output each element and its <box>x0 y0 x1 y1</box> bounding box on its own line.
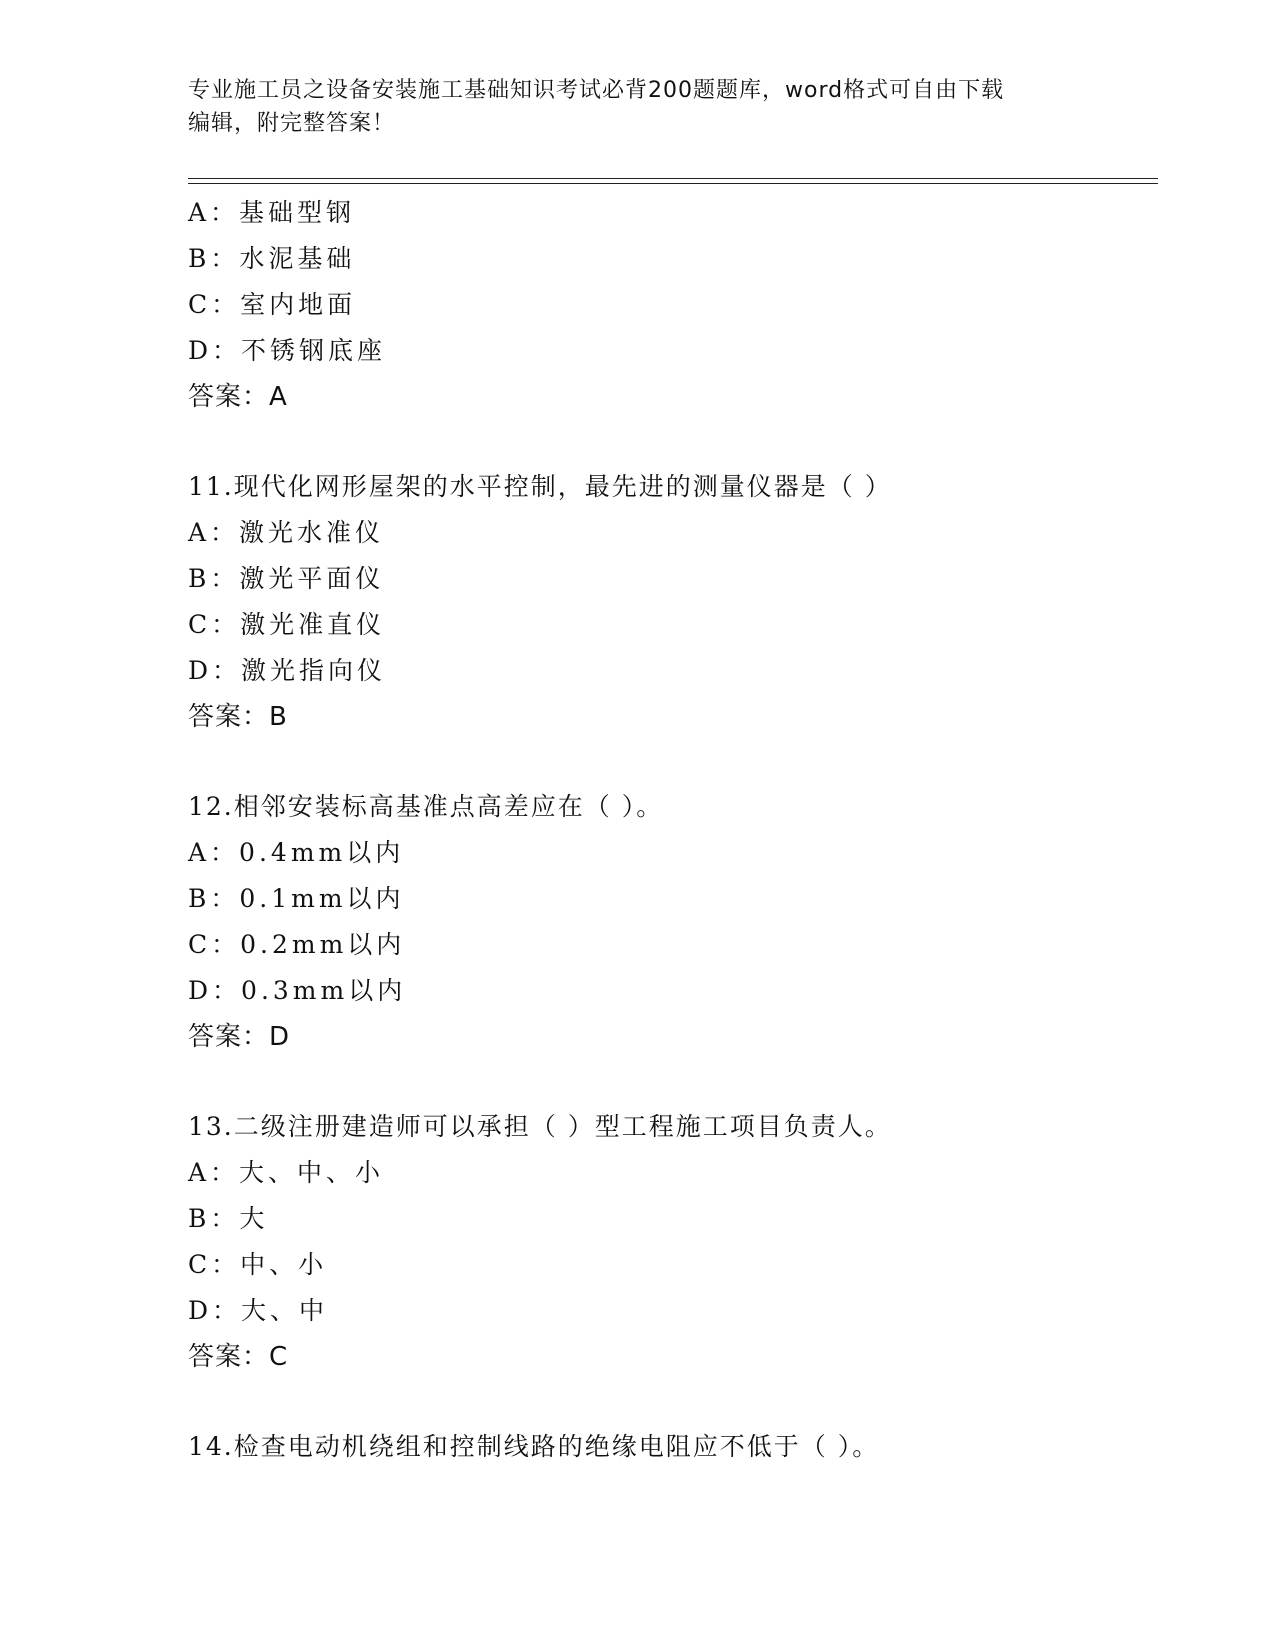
spacer <box>188 420 1158 464</box>
option-a: A：0.4mm以内 <box>188 838 405 867</box>
option-d: D：0.3mm以内 <box>188 976 407 1005</box>
answer-line: 答案：A <box>188 382 288 412</box>
option-a: A：激光水准仪 <box>188 518 385 547</box>
spacer <box>188 1380 1158 1424</box>
option-b: B：0.1mm以内 <box>188 884 405 913</box>
answer-line: 答案：B <box>188 702 288 732</box>
document-header <box>188 74 1088 140</box>
option-b: B：激光平面仪 <box>188 564 385 593</box>
question-list <box>188 190 1158 1470</box>
answer-line: 答案：D <box>188 1022 291 1052</box>
option-c: C：中、小 <box>188 1250 328 1279</box>
question-block-14 <box>188 1424 1158 1470</box>
question-block-13 <box>188 1104 1158 1380</box>
question-text: 13.二级注册建造师可以承担（ ）型工程施工项目负责人。 <box>188 1112 892 1141</box>
question-text: 11.现代化网形屋架的水平控制，最先进的测量仪器是（ ） <box>188 472 892 501</box>
spacer <box>188 740 1158 784</box>
option-a: A：大、中、小 <box>188 1158 385 1187</box>
header-rule-bottom <box>188 183 1158 184</box>
question-text: 14.检查电动机绕组和控制线路的绝缘电阻应不低于（ ）。 <box>188 1432 880 1461</box>
spacer <box>188 1060 1158 1104</box>
question-text: 12.相邻安装标高基准点高差应在（ ）。 <box>188 792 664 821</box>
question-block-11 <box>188 464 1158 740</box>
option-c: C：室内地面 <box>188 290 357 319</box>
header-line-2: 编辑，附完整答案！ <box>188 111 396 136</box>
option-a: A：基础型钢 <box>188 198 356 227</box>
header-line-1: 专业施工员之设备安装施工基础知识考试必背200题题库，word格式可自由下载 <box>188 78 1005 103</box>
option-b: B：水泥基础 <box>188 244 356 273</box>
header-rule-top <box>188 178 1158 179</box>
option-d: D：大、中 <box>188 1296 329 1325</box>
option-d: D：不锈钢底座 <box>188 336 387 365</box>
option-d: D：激光指向仪 <box>188 656 387 685</box>
option-c: C：激光准直仪 <box>188 610 386 639</box>
option-b: B：大 <box>188 1204 269 1233</box>
option-c: C：0.2mm以内 <box>188 930 406 959</box>
question-block-10 <box>188 190 1158 420</box>
answer-line: 答案：C <box>188 1342 289 1372</box>
question-block-12 <box>188 784 1158 1060</box>
